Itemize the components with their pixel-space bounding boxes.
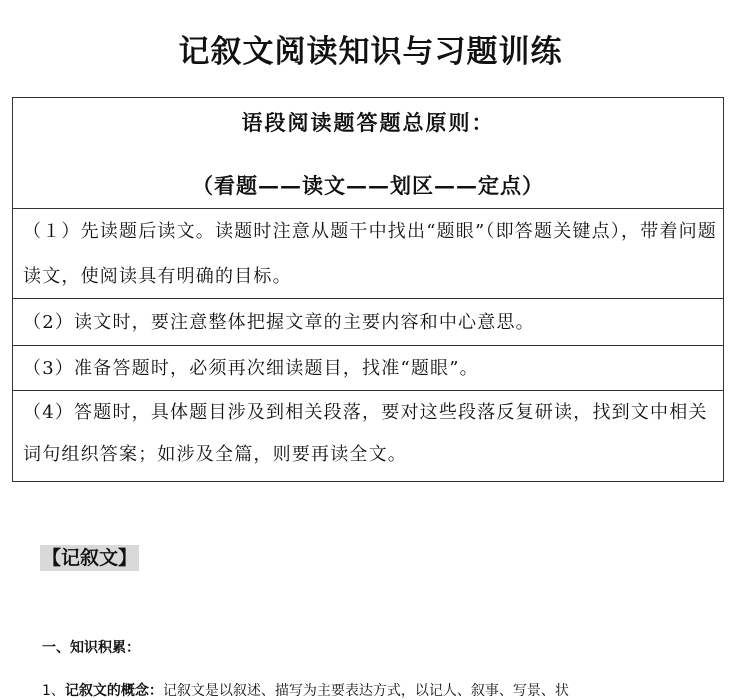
partial-text-line <box>42 680 569 700</box>
page-title: 记叙文阅读知识与习题训练 <box>178 34 563 70</box>
principles-header <box>13 98 723 209</box>
rule-3: （3）准备答题时，必须再次细读题目，找准“题眼”。 <box>13 346 723 391</box>
principles-box <box>12 97 724 482</box>
term-definition: 记叙文是以叙述、描写为主要表达方式，以记人、叙事、写景、状 <box>162 683 569 699</box>
term-label: 记叙文的概念： <box>64 683 163 699</box>
rule-4: （4）答题时，具体题目涉及到相关段落，要对这些段落反复研读，找到文中相关词句组织答案；如涉及全篇，则要再读全文。 <box>23 402 708 465</box>
principles-subheading: （看题——读文——划区——定点） <box>192 173 544 198</box>
principles-heading: 语段阅读题答题总原则： <box>241 110 495 135</box>
rule-1: （１）先读题后读文。读题时注意从题干中找出“题眼”（即答题关键点），带着问题读文，使阅读具有明确的目标。 <box>13 209 723 299</box>
knowledge-heading: 一、知识积累： <box>42 640 140 656</box>
item-number: 1、 <box>42 683 65 699</box>
section-tag: 【记叙文】 <box>42 547 138 569</box>
rule-2: （2）读文时，要注意整体把握文章的主要内容和中心意思。 <box>13 299 723 346</box>
